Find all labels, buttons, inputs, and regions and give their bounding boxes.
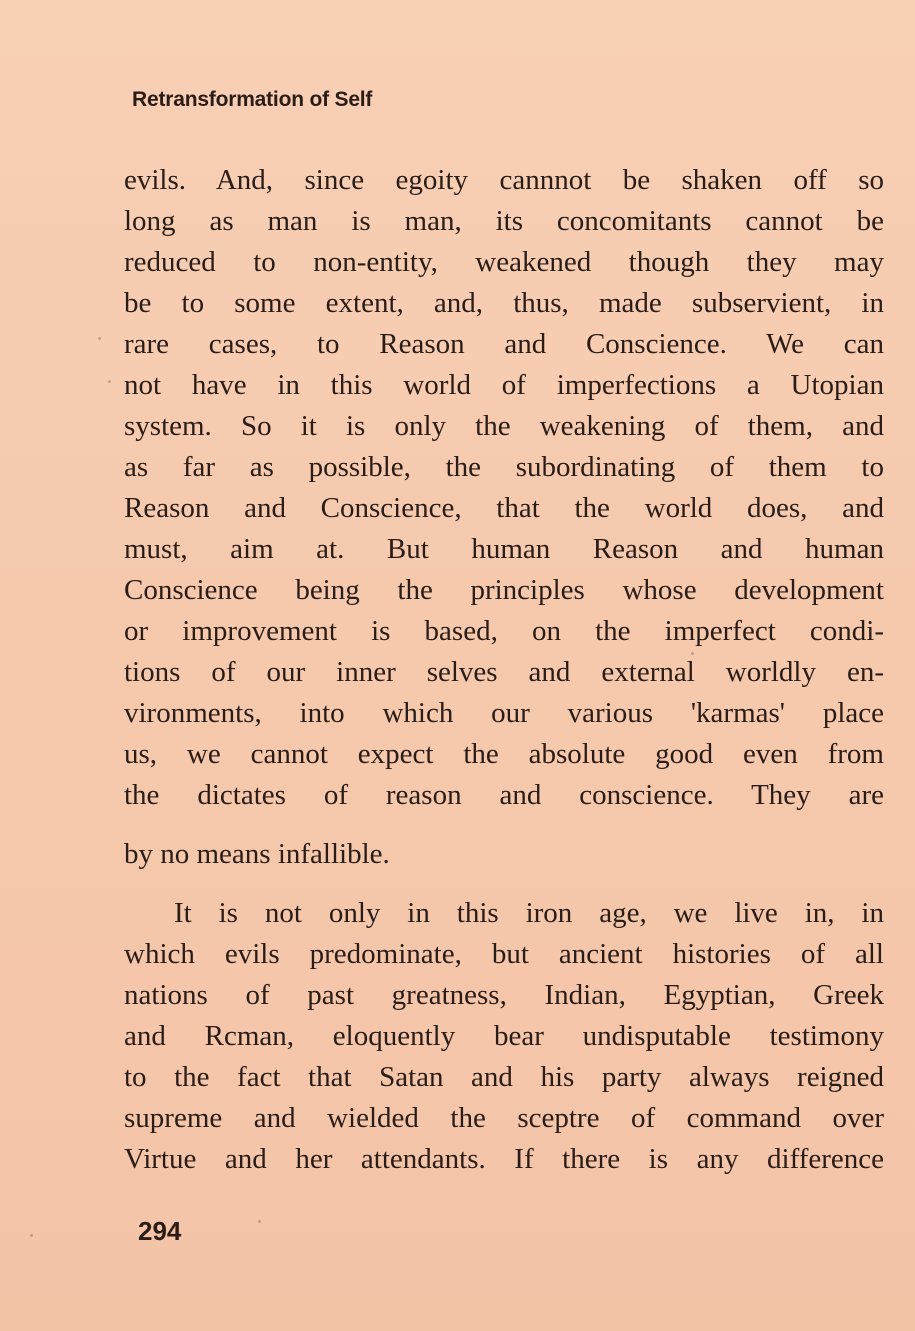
paragraph-end-line: by no means infallible. xyxy=(124,838,390,870)
text-line: tions of our inner selves and external worldly en- xyxy=(124,656,884,688)
print-speck xyxy=(98,337,101,340)
text-line: Reason and Conscience, that the world does, and xyxy=(124,492,884,524)
text-line: reduced to non-entity, weakened though they may xyxy=(124,246,884,278)
text-line: not have in this world of imperfections a Utopian xyxy=(124,369,884,401)
text-line: nations of past greatness, Indian, Egyptian, Greek xyxy=(124,979,884,1011)
body-text xyxy=(124,160,884,1180)
text-line: supreme and wielded the sceptre of command over xyxy=(124,1102,884,1134)
text-line: which evils predominate, but ancient histories of all xyxy=(124,938,884,970)
text-line: Conscience being the principles whose development xyxy=(124,574,884,606)
text-line: rare cases, to Reason and Conscience. We can xyxy=(124,328,884,360)
text-line: us, we cannot expect the absolute good even from xyxy=(124,738,884,770)
text-line: and Rcman, eloquently bear undisputable testimony xyxy=(124,1020,884,1052)
print-speck xyxy=(30,1234,33,1237)
text-line: be to some extent, and, thus, made subservient, in xyxy=(124,287,884,319)
print-speck xyxy=(258,1220,261,1223)
running-head: Retransformation of Self xyxy=(132,88,373,111)
text-line: system. So it is only the weakening of them, and xyxy=(124,410,884,442)
text-line: evils. And, since egoity cannnot be shaken off so xyxy=(124,164,884,196)
text-line: long as man is man, its concomitants cannot be xyxy=(124,205,884,237)
text-line: the dictates of reason and conscience. They are xyxy=(124,779,884,811)
text-line: Virtue and her attendants. If there is any difference xyxy=(124,1143,884,1175)
text-line: or improvement is based, on the imperfect condi- xyxy=(124,615,884,647)
print-speck xyxy=(691,652,694,655)
text-line: to the fact that Satan and his party always reigned xyxy=(124,1061,884,1093)
page-number: 294 xyxy=(138,1216,182,1246)
paragraph-start-line: It is not only in this iron age, we live in, in xyxy=(174,897,884,929)
text-line: vironments, into which our various 'karmas' place xyxy=(124,697,884,729)
print-speck xyxy=(108,380,111,383)
text-line: as far as possible, the subordinating of them to xyxy=(124,451,884,483)
text-line: must, aim at. But human Reason and human xyxy=(124,533,884,565)
